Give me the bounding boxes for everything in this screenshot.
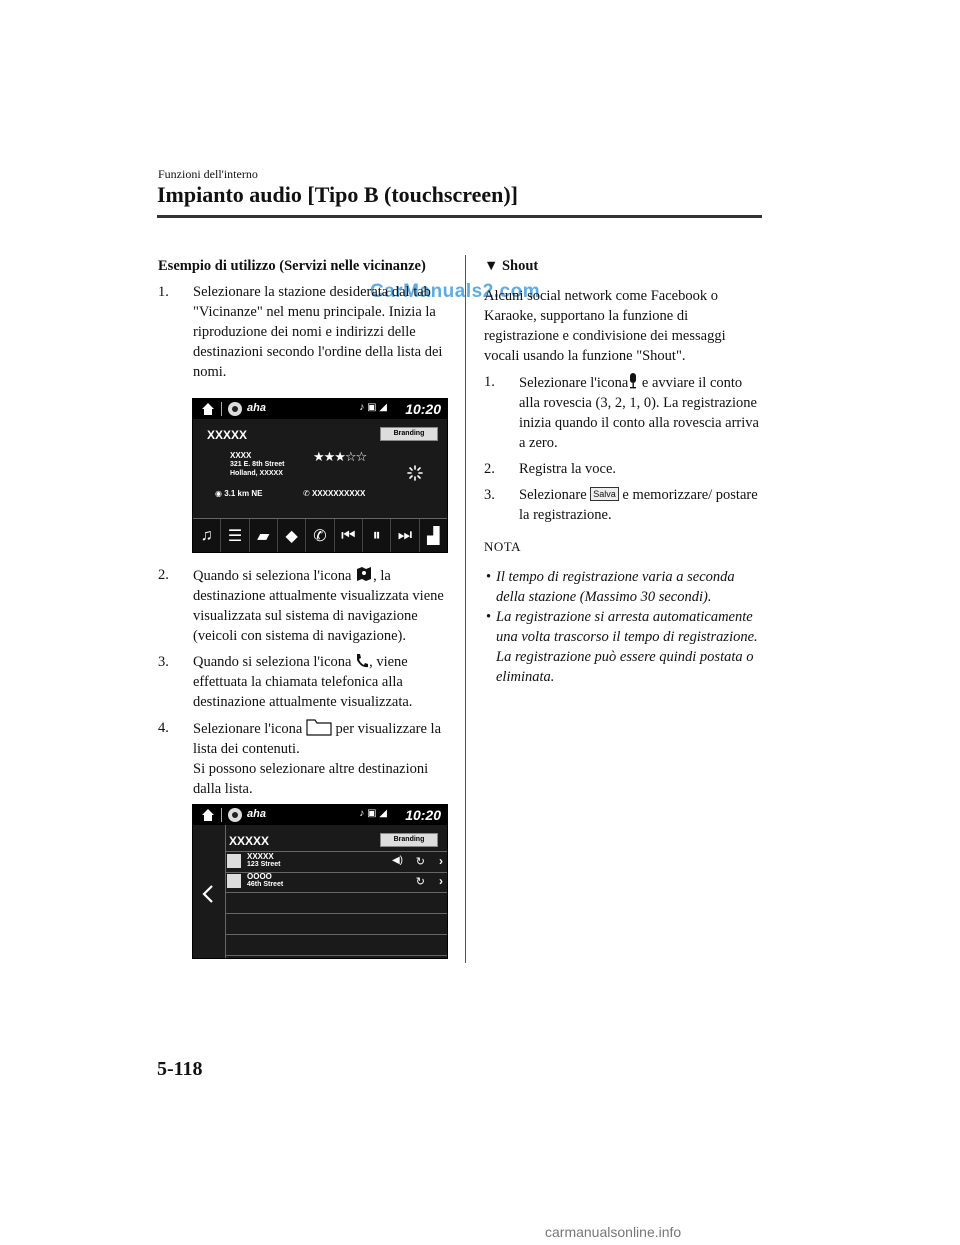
destination-street: 321 E. 8th Street — [230, 461, 285, 468]
chevron-right-icon[interactable]: › — [439, 874, 443, 888]
clock: 10:20 — [405, 401, 441, 417]
clock: 10:20 — [405, 807, 441, 823]
list-icon[interactable]: ☰ — [221, 519, 249, 552]
folder-icon — [306, 718, 332, 736]
refresh-icon[interactable]: ↻ — [415, 856, 425, 868]
back-chevron-icon[interactable] — [202, 885, 214, 903]
chevron-right-icon[interactable]: › — [439, 854, 443, 868]
distance-readout[interactable]: ◉ 3.1 km NE — [215, 489, 263, 498]
example-heading: Esempio di utilizzo (Servizi nelle vicinanze) — [158, 258, 426, 274]
phone-readout[interactable]: ✆ XXXXXXXXXX — [303, 489, 366, 498]
step-1: 1. Selezionare la stazione desiderata dal tab "Vicinanze" nel menu principale. Inizia la riproduzione dei nomi e indirizzi delle destinazioni secondo l'ordine della lista dei nomi. — [158, 284, 443, 380]
control-bar — [193, 518, 447, 552]
status-icons: ♪ ▣ ◢ — [359, 402, 387, 413]
footer-watermark: carmanualsonline.info — [545, 1224, 682, 1240]
station-thumbnail — [227, 854, 241, 868]
map-icon[interactable]: ◆ — [278, 519, 306, 552]
watermark: CarManuals2.com — [370, 281, 541, 302]
music-note-icon[interactable]: ♫ — [193, 519, 221, 552]
note-item: • La registrazione si arresta automaticamente una volta trascorso il tempo di registrazione. La registrazione può essere quindi postata o eliminata. — [486, 609, 758, 685]
list-item[interactable]: OOOO 46th Street ↻ › — [226, 872, 447, 893]
step-4: 4. Selezionare l'icona per visualizzare la lista dei contenuti. Si possono selezionare altre destinazioni dalla lista. — [158, 720, 442, 797]
save-button-icon: Salva — [590, 487, 619, 501]
note-label: NOTA — [484, 539, 522, 554]
station-thumbnail — [227, 874, 241, 888]
page-number: 5-118 — [157, 1058, 203, 1080]
status-icons: ♪ ▣ ◢ — [359, 808, 387, 819]
microphone-icon — [628, 372, 638, 390]
branding-label: Branding — [380, 427, 438, 441]
page-title: Impianto audio [Tipo B (touchscreen)] — [157, 182, 519, 207]
speaker-icon: ◀) — [391, 855, 403, 866]
folder-icon[interactable]: ▰ — [250, 519, 278, 552]
left-column-top — [158, 256, 448, 382]
app-name: aha — [247, 402, 266, 414]
shout-step-1: 1. Selezionare l'icona e avviare il conto alla rovescia (3, 2, 1, 0). La registrazione inizia quando il conto alla rovescia arriva a zero. — [484, 374, 759, 451]
list-item-empty — [226, 914, 447, 935]
destination-city: Holland, XXXXX — [230, 470, 283, 477]
shout-intro: Alcuni social network come Facebook o Karaoke, supportano la funzione di registrazione e condivisione dei messaggi vocali usando la funzione "Shout". — [484, 288, 726, 364]
back-panel[interactable] — [193, 825, 226, 958]
section-label: Funzioni dell'interno — [158, 167, 258, 181]
pause-icon[interactable]: ⏸ — [363, 519, 391, 552]
equalizer-icon[interactable]: ▟ — [427, 527, 440, 545]
station-name: XXXXX — [207, 428, 248, 442]
previous-track-icon[interactable]: ⏮ — [335, 519, 363, 552]
shout-step-2: 2. Registra la voce. — [484, 461, 617, 477]
app-name: aha — [247, 808, 266, 820]
phone-icon — [355, 653, 369, 669]
refresh-icon[interactable]: ↻ — [415, 876, 425, 888]
shout-heading: ▼ Shout — [484, 258, 539, 274]
aha-logo-icon — [228, 808, 242, 822]
status-bar — [193, 805, 447, 825]
right-column — [484, 256, 764, 687]
triangle-bullet-icon: ▼ — [484, 258, 502, 274]
column-divider — [465, 255, 466, 963]
rating-stars[interactable]: ★★★☆☆ — [313, 449, 367, 464]
destination-name: XXXX — [230, 451, 252, 460]
home-icon[interactable] — [201, 808, 215, 822]
list-item[interactable]: XXXXX 123 Street ◀) ↻ › — [226, 851, 447, 873]
next-track-icon[interactable]: ⏭ — [391, 519, 419, 552]
step-3: 3. Quando si seleziona l'icona , viene effettuata la chiamata telefonica alla destinazione attualmente visualizzata. — [158, 654, 413, 710]
loading-spinner-icon — [407, 465, 423, 481]
title-rule — [157, 215, 762, 218]
map-icon — [355, 565, 373, 583]
step-2: 2. Quando si seleziona l'icona , la destinazione attualmente visualizzata viene visualizzata sul sistema di navigazione (veicoli con sistema di navigazione). — [158, 567, 444, 644]
branding-label: Branding — [380, 833, 438, 847]
aha-player-screen — [192, 398, 448, 553]
list-item-empty — [226, 893, 447, 914]
left-column-bottom — [158, 565, 448, 799]
shout-step-3: 3. Selezionare Salva e memorizzare/ postare la registrazione. — [484, 487, 758, 523]
station-name: XXXXX — [229, 834, 270, 848]
aha-logo-icon — [228, 402, 242, 416]
status-bar — [193, 399, 447, 419]
list-item-empty — [226, 935, 447, 956]
aha-list-screen — [192, 804, 448, 959]
phone-icon[interactable]: ✆ — [306, 519, 334, 552]
note-item: • Il tempo di registrazione varia a seconda della stazione (Massimo 30 secondi). — [486, 569, 735, 605]
home-icon[interactable] — [201, 402, 215, 416]
